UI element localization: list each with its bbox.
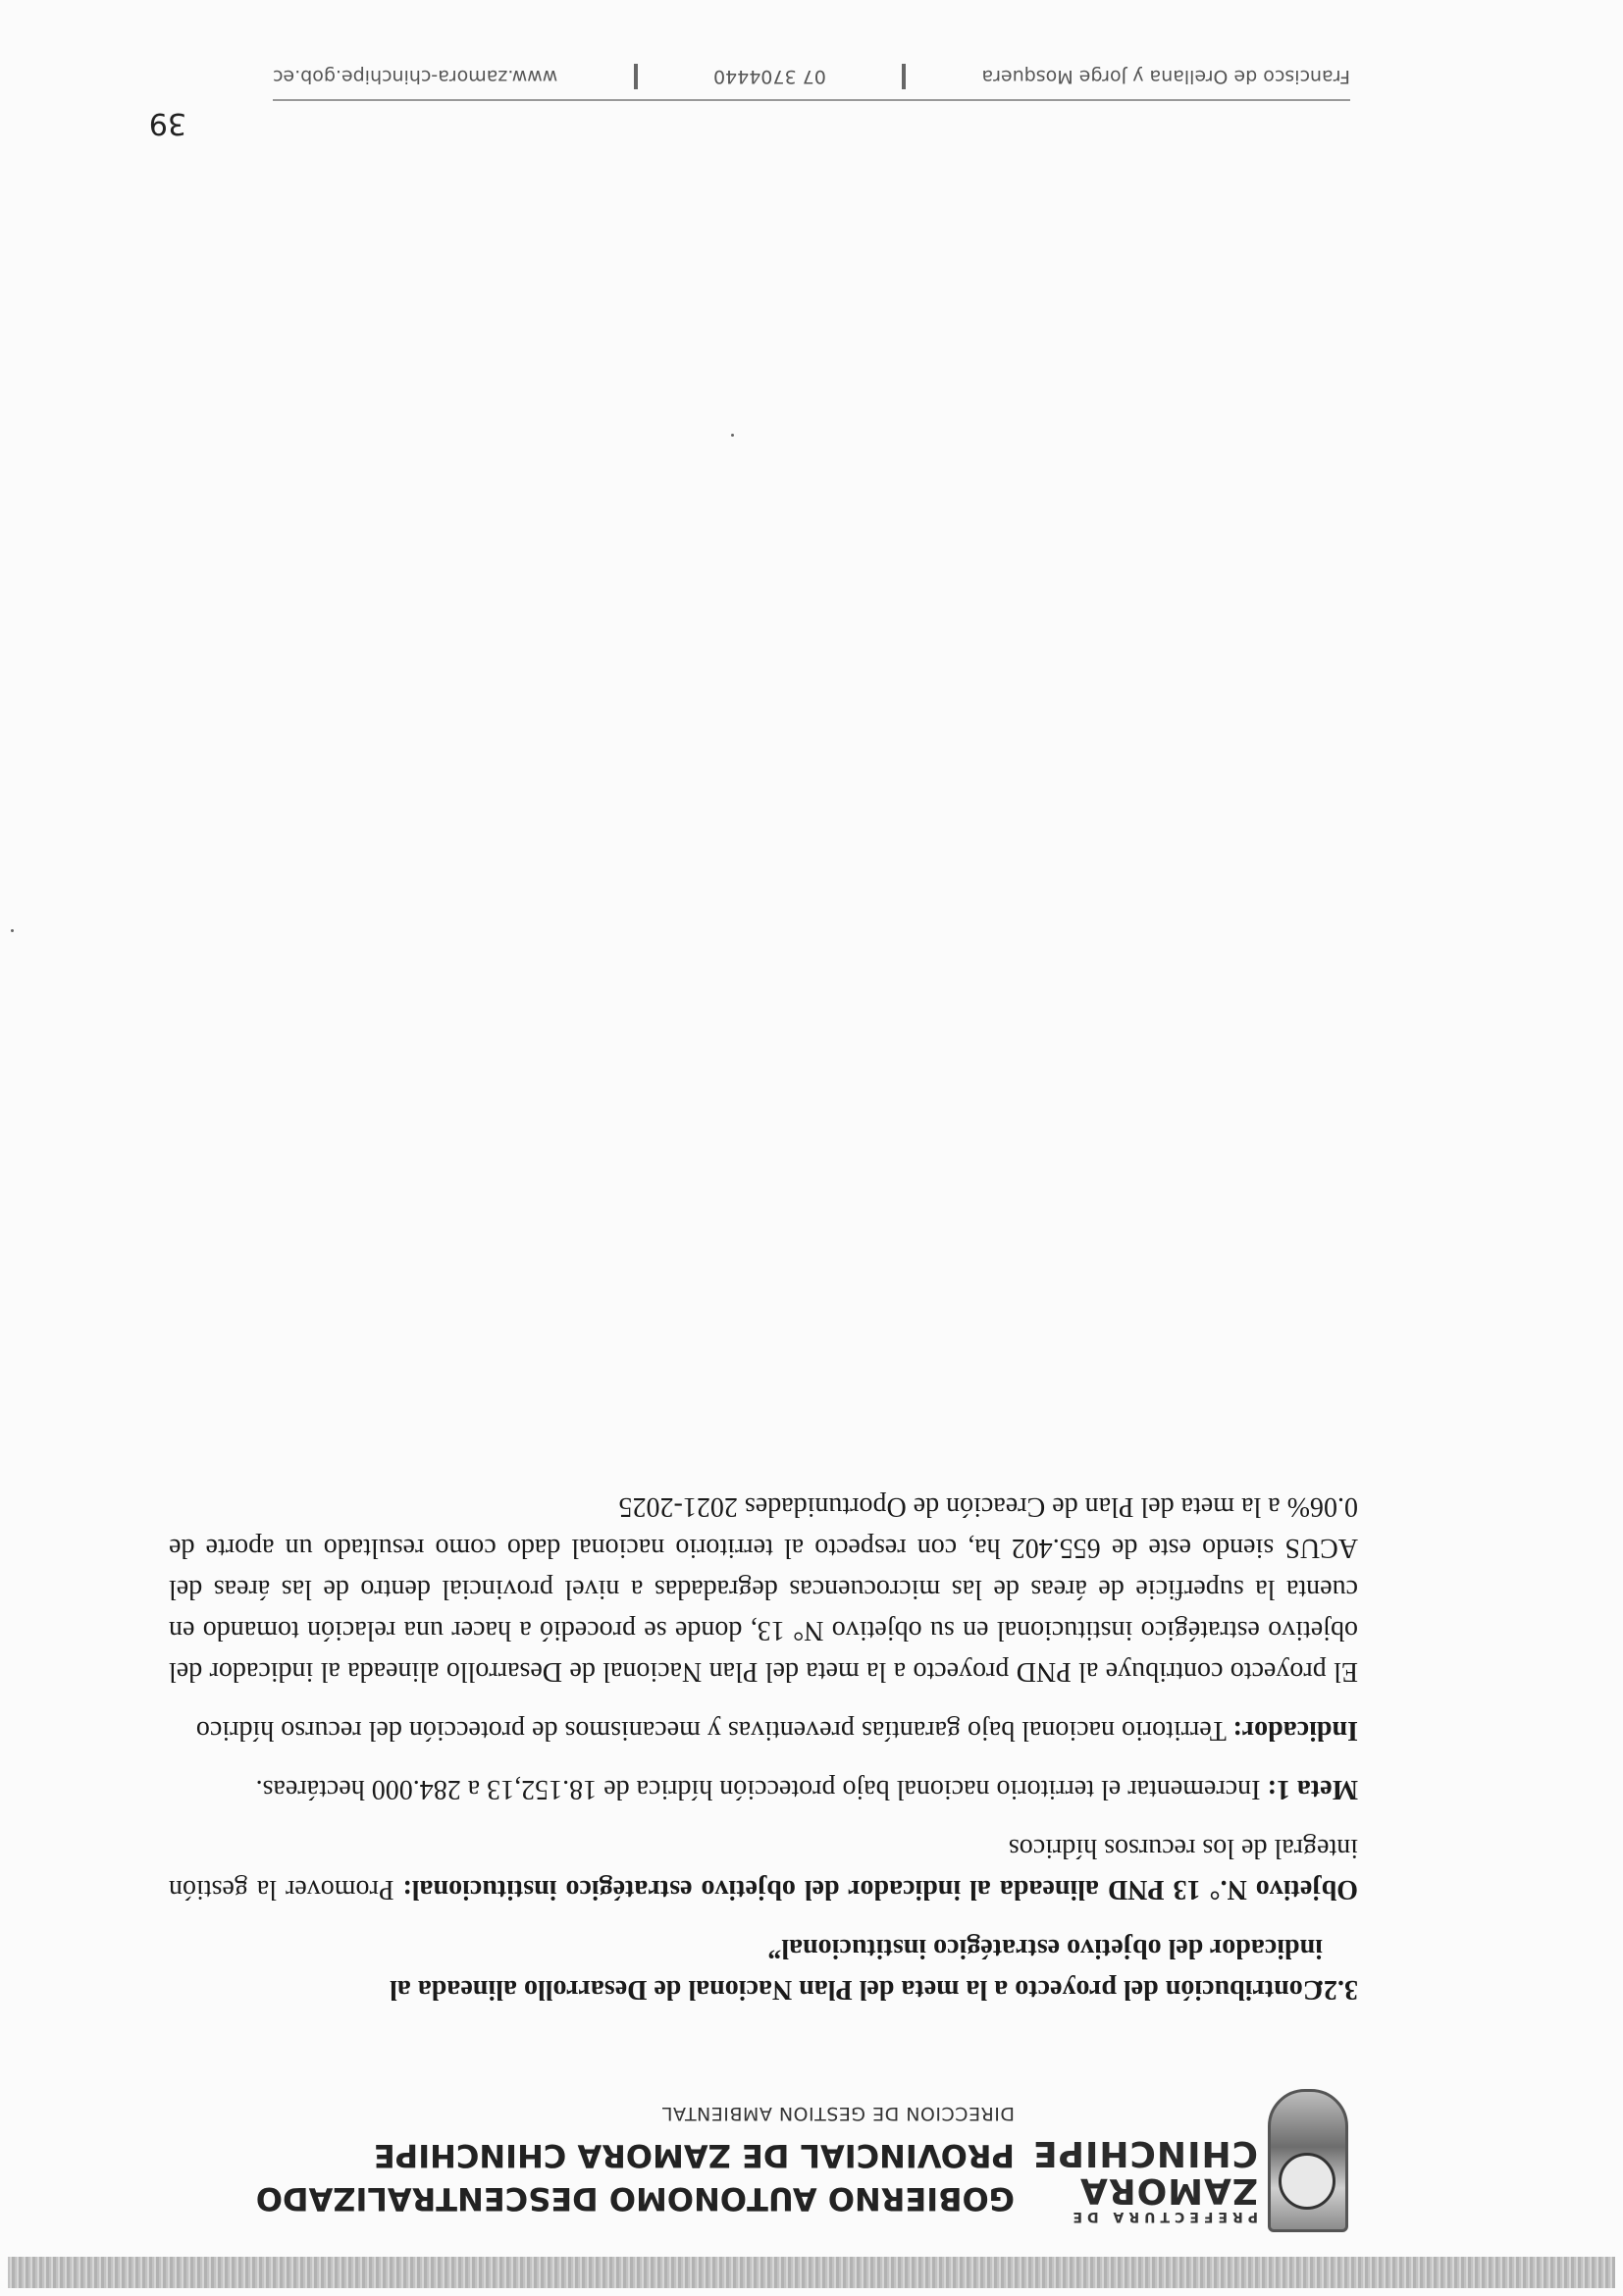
- indicador-paragraph: [169, 1709, 1358, 1750]
- section-heading: [169, 1927, 1358, 2009]
- document-body: [169, 1468, 1358, 2009]
- section-title-line1: Contribución del proyecto a la meta del Plan Nacional de Desarrollo alineada al: [390, 1974, 1323, 2005]
- org-name-line2: PROVINCIAL DE ZAMORA CHINCHIPE: [373, 2137, 1015, 2174]
- logo-wordmark: [1032, 2134, 1258, 2224]
- organization-title: [171, 2103, 1015, 2220]
- department-name: DIRECCION DE GESTION AMBIENTAL: [661, 2103, 1015, 2124]
- scan-edge-bar: [8, 2257, 1615, 2288]
- footer-website: www.zamora-chinchipe.gob.ec: [273, 66, 558, 87]
- indicador-text: Territorio nacional bajo garantías preventivas y mecanismos de protección del recurso hídrico: [195, 1715, 1227, 1746]
- footer-authors: Francisco de Orellana y Jorge Mosquera: [981, 66, 1350, 87]
- logo-name-line2: CHINCHIPE: [1032, 2133, 1258, 2173]
- letterhead: [171, 2065, 1348, 2232]
- prefectura-shield-logo: [1268, 2089, 1348, 2232]
- footer-separator: [902, 64, 906, 89]
- page-footer: [273, 64, 1350, 101]
- org-name-line1: GOBIERNO AUTONOMO DESCENTRALIZADO: [255, 2180, 1015, 2218]
- contribution-paragraph: El proyecto contribuye al PND proyecto a la meta del Plan Nacional de Desarrollo alineada al indicador del objetivo estratégico institucional en su objetivo N° 13, donde se procedió a hacer una relación tomando en cuenta la superficie de áreas de las microcuencas degradadas a nivel provincial dentro de las áreas del ACUS siendo este de 655.402 ha, con respecto al territorio nacional dado como resultado un aporte de 0.06% a la meta del Plan de Creación de Oportunidades 2021-2025: [169, 1491, 1358, 1687]
- footer-separator: [634, 64, 638, 89]
- page-number: 39: [148, 106, 186, 140]
- meta-text: Incrementar el territorio nacional bajo protección hídrica de 18.152,13 a 284.000 hectáreas.: [255, 1774, 1261, 1804]
- objetivo-text: Promover la gestión integral de los recursos hídricos: [169, 1833, 1358, 1905]
- meta-paragraph: [169, 1768, 1358, 1809]
- objetivo-label: Objetivo N.° 13 PND alineada al indicador del objetivo estratégico institucional:: [402, 1874, 1358, 1905]
- footer-phone: 07 3704440: [712, 66, 826, 87]
- scan-speck: [11, 929, 14, 932]
- scan-speck: [731, 434, 734, 437]
- section-number: 3.2.: [1317, 1974, 1358, 2005]
- indicador-label: Indicador:: [1232, 1715, 1358, 1746]
- meta-label: Meta 1:: [1267, 1774, 1358, 1804]
- section-title-line2: indicador del objetivo estratégico institucional”: [767, 1933, 1323, 1963]
- logo-prefix: PREFECTURA DE: [1068, 2209, 1258, 2224]
- objetivo-paragraph: [169, 1827, 1358, 1909]
- logo-name-line1: ZAMORA: [1079, 2170, 1258, 2211]
